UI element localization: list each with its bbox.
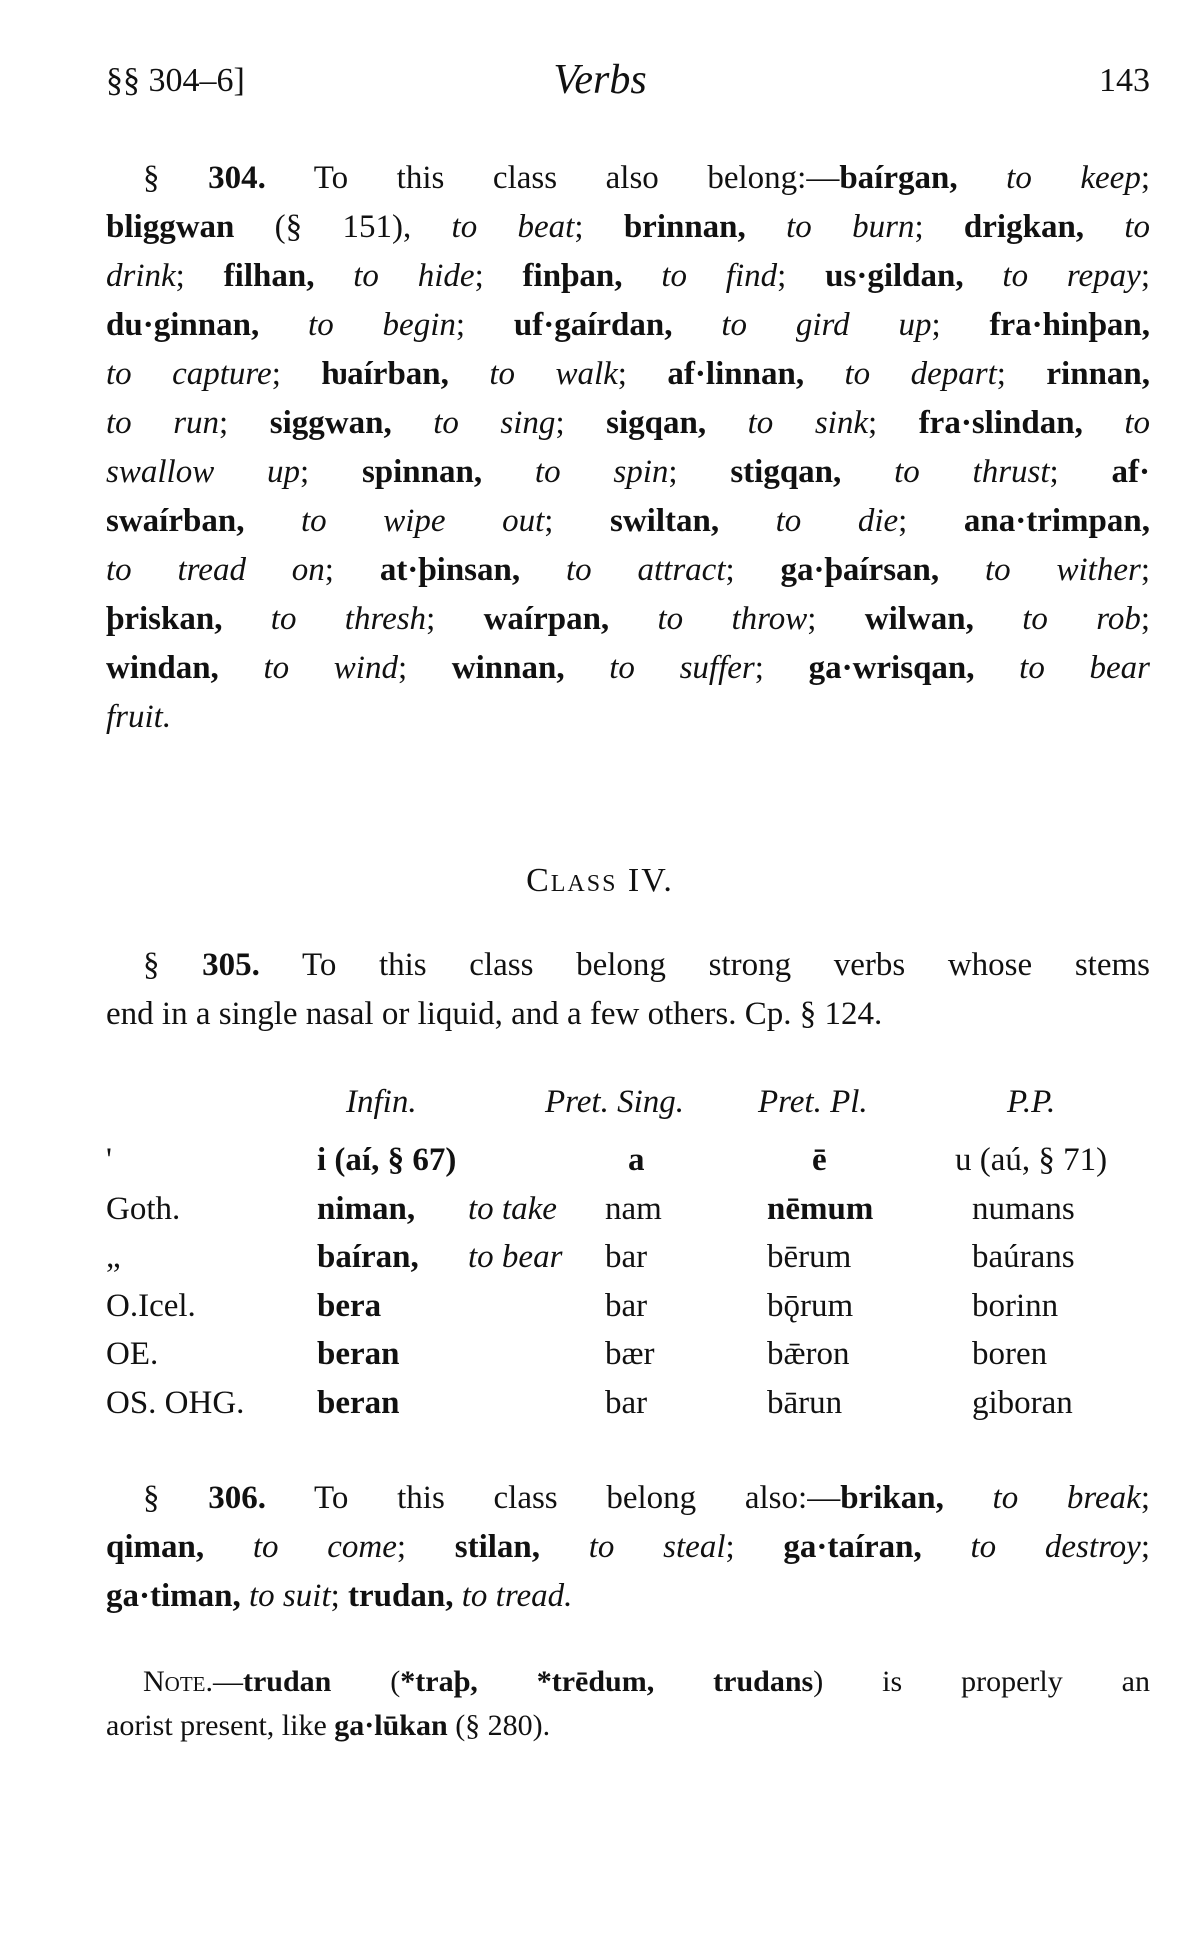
text-run: swaírban, <box>106 503 245 539</box>
text-run: ; <box>914 209 964 245</box>
text-run: *traþ, *trēdum, trudans <box>400 1665 814 1698</box>
past-participle: u (aú, § 71) <box>955 1142 1108 1178</box>
pret-pl: bǭrum <box>767 1287 854 1324</box>
text-line <box>106 550 1150 590</box>
pret-sing: bar <box>605 1385 648 1421</box>
text-run: To this class also belong:— <box>265 160 840 196</box>
running-title: Verbs <box>553 57 647 103</box>
text-run: ; <box>668 454 731 490</box>
text-run: to throw <box>609 601 808 637</box>
text-run: rinnan, <box>1046 356 1151 392</box>
text-run: to find <box>622 258 778 294</box>
text-run: ga·þaírsan, <box>780 552 940 588</box>
text-run: ; <box>777 258 826 294</box>
text-run: — <box>213 1665 243 1698</box>
text-run: to hide <box>314 258 475 294</box>
text-run: ga·timan, <box>106 1578 241 1614</box>
text-run: to break <box>943 1480 1141 1516</box>
text-run: ; <box>426 601 484 637</box>
text-line <box>106 452 1150 492</box>
text-run: to begin <box>259 307 456 343</box>
text-run: to attract <box>520 552 726 588</box>
text-run: to bear <box>974 650 1150 686</box>
text-run: ; <box>271 356 322 392</box>
text-run: stilan, <box>454 1529 541 1565</box>
text-run: swallow up <box>106 454 300 490</box>
text-run: ; <box>324 552 380 588</box>
text-run: ; <box>867 405 919 441</box>
text-run: to die <box>719 503 899 539</box>
page-number: 143 <box>1099 62 1150 99</box>
text-run: ; <box>754 650 809 686</box>
text-run: end in a single nasal or liquid, and a few others. Cp. § 124. <box>106 996 883 1032</box>
text-run: ; <box>397 650 452 686</box>
infinitive: bera <box>317 1287 382 1324</box>
text-run: winnan, <box>451 650 565 686</box>
text-run: to <box>1084 209 1151 245</box>
text-run: to come <box>204 1529 397 1565</box>
text-run: § <box>143 160 209 196</box>
text-run: ; <box>299 454 362 490</box>
text-run: ga·lūkan <box>334 1709 448 1742</box>
infinitive: beran <box>317 1385 400 1421</box>
column-header: Pret. Pl. <box>758 1084 868 1120</box>
pret-sing: bær <box>605 1336 655 1373</box>
text-line <box>143 158 1150 198</box>
text-run: to destroy <box>921 1529 1141 1565</box>
row-label: OE. <box>106 1336 159 1373</box>
text-run: 305. <box>202 947 260 983</box>
text-run: drink <box>106 258 176 294</box>
text-run: ; <box>807 601 865 637</box>
text-run: ( <box>331 1665 401 1698</box>
column-header: P.P. <box>1007 1084 1056 1120</box>
text-run: at·þinsan, <box>379 552 521 588</box>
past-participle: borinn <box>972 1287 1059 1324</box>
text-run: to repay <box>963 258 1141 294</box>
text-run: ga·wrisqan, <box>808 650 975 686</box>
text-line <box>106 501 1150 541</box>
text-run: ; <box>544 503 610 539</box>
text-run: trudan <box>243 1665 332 1698</box>
text-run: to rob <box>973 601 1141 637</box>
text-run: to run <box>106 405 220 441</box>
text-run: swiltan, <box>609 503 720 539</box>
text-run: trudan, <box>348 1578 454 1614</box>
past-participle: boren <box>972 1336 1048 1373</box>
text-run: filhan, <box>223 258 315 294</box>
text-run: to thrust <box>841 454 1050 490</box>
text-run: ; <box>1140 1480 1150 1516</box>
text-line <box>106 305 1150 345</box>
text-run: (§ 151), <box>234 209 452 245</box>
text-run: to capture <box>106 356 272 392</box>
column-header: Pret. Sing. <box>545 1084 685 1120</box>
text-run: § <box>143 947 203 983</box>
text-run: 304. <box>208 160 266 196</box>
pret-sing: bar <box>605 1287 648 1324</box>
text-line <box>106 256 1150 296</box>
text-run: ga·taíran, <box>783 1529 922 1565</box>
text-run: to wither <box>939 552 1141 588</box>
text-line <box>106 648 1150 688</box>
text-run: ; <box>1049 454 1112 490</box>
text-line <box>143 1662 1150 1702</box>
text-line <box>106 697 1150 737</box>
section-range: §§ 304–6] <box>106 62 245 99</box>
text-run: 306. <box>208 1480 266 1516</box>
text-run: ƕaírban, <box>321 356 449 392</box>
row-label: OS. OHG. <box>106 1385 245 1421</box>
row-label: O.Icel. <box>106 1287 196 1324</box>
text-run: ; <box>1140 258 1150 294</box>
text-run: ; <box>175 258 224 294</box>
past-participle: baúrans <box>972 1239 1075 1276</box>
past-participle: giboran <box>972 1385 1073 1421</box>
text-run: ; <box>725 552 781 588</box>
text-run: ; <box>455 307 514 343</box>
text-line <box>143 1478 1150 1518</box>
text-run: wilwan, <box>864 601 974 637</box>
text-run: to tread on <box>106 552 325 588</box>
text-run: qiman, <box>106 1529 205 1565</box>
row-label: ' <box>106 1142 112 1178</box>
text-run: spinnan, <box>361 454 483 490</box>
row-label: „ <box>106 1239 121 1276</box>
text-run: drigkan, <box>963 209 1085 245</box>
text-run: ; <box>1140 1529 1151 1565</box>
text-run: uf·gaírdan, <box>513 307 673 343</box>
text-run: to wipe out <box>244 503 545 539</box>
text-run: to suffer <box>564 650 755 686</box>
pret-pl: nēmum <box>767 1190 874 1227</box>
class-heading: Class IV. <box>526 862 674 899</box>
text-line <box>106 403 1150 443</box>
column-header: Infin. <box>346 1084 417 1120</box>
text-run: ; <box>396 1529 455 1565</box>
infinitive-gloss: to take <box>468 1190 557 1227</box>
pret-pl: bārun <box>767 1385 843 1421</box>
text-run: To this class belong strong verbs whose stems <box>259 947 1150 983</box>
text-line <box>106 599 1150 639</box>
infinitive: baíran, <box>317 1239 419 1276</box>
text-run: af· <box>1111 454 1150 490</box>
infinitive: i (aí, § 67) <box>317 1142 457 1178</box>
text-run: ana·trimpan, <box>963 503 1150 539</box>
text-run: ; <box>996 356 1047 392</box>
text-run: ; <box>1140 552 1151 588</box>
text-run: § <box>143 1480 209 1516</box>
infinitive: niman, <box>317 1190 416 1227</box>
text-run: ; <box>931 307 990 343</box>
text-run: ; <box>219 405 270 441</box>
infinitive-gloss: to bear <box>468 1239 563 1276</box>
text-run: to burn <box>745 209 915 245</box>
text-run: to tread. <box>453 1578 573 1614</box>
text-run: to sing <box>391 405 556 441</box>
pret-pl: bērum <box>767 1239 852 1276</box>
text-run: finþan, <box>522 258 623 294</box>
pret-sing: nam <box>605 1190 662 1227</box>
text-run: siggwan, <box>269 405 392 441</box>
text-run: to thresh <box>222 601 427 637</box>
text-run: ; <box>725 1529 784 1565</box>
text-run: To this class belong also:— <box>265 1480 841 1516</box>
text-line <box>106 1706 1150 1746</box>
text-line <box>106 1576 1150 1616</box>
text-run: ; <box>898 503 964 539</box>
text-run: (§ 280). <box>447 1709 551 1742</box>
row-label: Goth. <box>106 1190 181 1227</box>
text-run: fra·hinþan, <box>989 307 1150 343</box>
text-run: ; <box>1140 601 1151 637</box>
text-run: bliggwan <box>106 209 235 245</box>
text-run: to depart <box>804 356 997 392</box>
pret-sing: bar <box>605 1239 648 1276</box>
text-line <box>143 945 1150 985</box>
text-run: to beat <box>451 209 575 245</box>
text-run: ; <box>330 1578 349 1614</box>
text-run: to wind <box>218 650 398 686</box>
text-run: us·gildan, <box>825 258 964 294</box>
text-run: ; <box>574 209 624 245</box>
pret-pl: ē <box>812 1142 827 1178</box>
text-run: aorist present, like <box>106 1709 335 1742</box>
text-run: fruit. <box>106 699 172 735</box>
text-run: du·ginnan, <box>106 307 260 343</box>
text-line <box>106 1527 1150 1567</box>
past-participle: numans <box>972 1190 1075 1227</box>
text-run: sigqan, <box>606 405 707 441</box>
text-run: Note. <box>143 1665 213 1698</box>
pret-sing: a <box>628 1142 645 1178</box>
text-run: to sink <box>706 405 868 441</box>
text-run: to suit <box>240 1578 331 1614</box>
text-run: af·linnan, <box>667 356 805 392</box>
text-run: baírgan, <box>839 160 958 196</box>
text-run: ; <box>474 258 523 294</box>
text-run: brikan, <box>840 1480 944 1516</box>
text-run: waírpan, <box>483 601 610 637</box>
text-run: to walk <box>448 356 618 392</box>
text-line <box>106 354 1150 394</box>
text-run: þriskan, <box>106 601 223 637</box>
text-run: to spin <box>482 454 669 490</box>
text-run: fra·slindan, <box>918 405 1083 441</box>
text-run: to steal <box>540 1529 726 1565</box>
text-run: ; <box>555 405 607 441</box>
text-line <box>106 994 1150 1034</box>
text-run: brinnan, <box>623 209 746 245</box>
text-run: to keep <box>957 160 1141 196</box>
text-run: to gird up <box>672 307 932 343</box>
text-run: windan, <box>106 650 219 686</box>
text-line <box>106 207 1150 247</box>
pret-pl: bǣron <box>767 1336 850 1373</box>
text-run: ) is properly an <box>813 1665 1150 1698</box>
text-run: ; <box>617 356 668 392</box>
infinitive: beran <box>317 1336 400 1373</box>
text-run: stigqan, <box>730 454 842 490</box>
text-run: ; <box>1140 160 1151 196</box>
text-run: to <box>1082 405 1151 441</box>
